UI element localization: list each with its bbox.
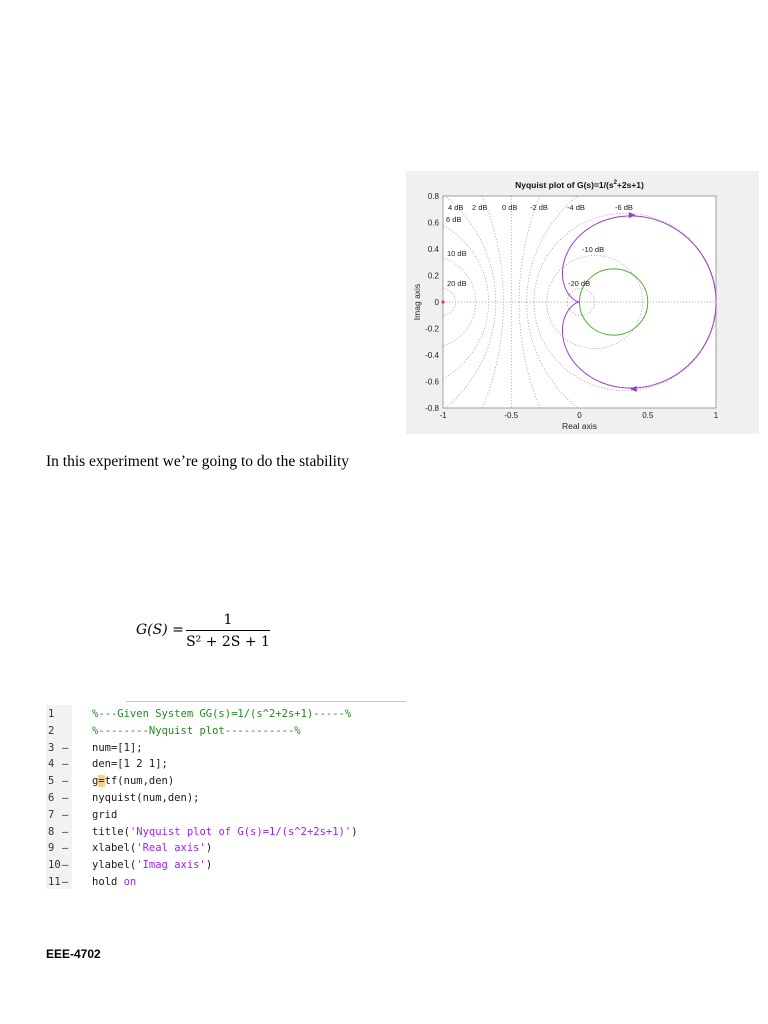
x-tick-label: 0.5 bbox=[642, 411, 654, 420]
title-superscript: 2 bbox=[613, 180, 617, 186]
line-number-text: 8 bbox=[48, 825, 55, 838]
y-tick-label: 0.4 bbox=[427, 245, 439, 254]
code-token: xlabel( bbox=[92, 842, 137, 855]
code-token: ) bbox=[205, 859, 213, 872]
x-tick-label: 1 bbox=[713, 411, 719, 420]
breakpoint-dash: – bbox=[62, 842, 69, 855]
y-tick-label: 0.6 bbox=[427, 218, 439, 228]
db-grid-label: -6 dB bbox=[615, 203, 633, 212]
line-number-text: 11 bbox=[48, 876, 61, 888]
db-grid-label: -10 dB bbox=[582, 245, 605, 254]
code-token: title( bbox=[92, 825, 130, 838]
code-text bbox=[92, 840, 212, 857]
breakpoint-dash: – bbox=[62, 876, 69, 888]
code-token: 'Imag axis' bbox=[136, 859, 206, 872]
y-tick-label: -0.6 bbox=[425, 377, 439, 387]
y-tick-label: -0.8 bbox=[425, 404, 439, 413]
critical-point-marker bbox=[441, 300, 444, 303]
db-grid-label: 6 dB bbox=[446, 215, 462, 224]
breakpoint-dash: – bbox=[62, 758, 69, 771]
code-text bbox=[92, 740, 143, 757]
code-token: ylabel( bbox=[92, 859, 137, 872]
equation-lhs: G(S) = bbox=[136, 622, 184, 638]
breakpoint-dash: – bbox=[62, 775, 69, 788]
code-text bbox=[92, 773, 174, 790]
x-axis-label: Real axis bbox=[562, 421, 597, 431]
breakpoint-dash: – bbox=[62, 825, 69, 838]
line-number-text: 6 bbox=[48, 792, 55, 804]
footer-course-code: EEE-4702 bbox=[46, 947, 101, 961]
equation-fraction bbox=[186, 612, 270, 651]
db-grid-label: -4 dB bbox=[567, 203, 585, 212]
y-tick-label: 0.8 bbox=[427, 192, 439, 201]
code-token: %--------Nyquist plot-----------% bbox=[92, 724, 301, 737]
line-number-text: 7 bbox=[48, 808, 55, 821]
code-token: ) bbox=[351, 825, 358, 838]
line-number-text: 10 bbox=[48, 859, 61, 872]
line-number-text: 9 bbox=[48, 842, 55, 855]
breakpoint-dash: – bbox=[62, 859, 69, 872]
equation-denominator: S² + 2S + 1 bbox=[186, 634, 270, 650]
code-text bbox=[92, 857, 212, 874]
code-token: on bbox=[123, 876, 137, 888]
breakpoint-dash: – bbox=[62, 792, 69, 804]
plot-title bbox=[515, 180, 644, 190]
y-tick-label: 0 bbox=[434, 298, 439, 307]
code-token: tf(num,den) bbox=[104, 775, 175, 788]
db-grid-label: 20 dB bbox=[447, 279, 467, 288]
code-text bbox=[92, 756, 168, 773]
db-grid-label: 4 dB bbox=[448, 203, 464, 212]
y-axis-label: Imag axis bbox=[412, 283, 422, 321]
code-text bbox=[92, 706, 351, 723]
code-text bbox=[92, 824, 358, 841]
editor-top-border bbox=[126, 701, 406, 702]
fraction-bar bbox=[186, 630, 270, 631]
code-text bbox=[92, 790, 199, 807]
db-grid-label: 0 dB bbox=[502, 203, 518, 212]
db-grid-label: 10 dB bbox=[447, 249, 467, 258]
code-token: den=[1 2 1]; bbox=[92, 758, 168, 771]
code-token: = bbox=[98, 775, 105, 788]
code-token: g bbox=[92, 775, 99, 788]
y-tick-label: 0.2 bbox=[427, 271, 439, 281]
code-text bbox=[92, 807, 117, 824]
line-number-text: 3 bbox=[48, 741, 55, 754]
code-token: nyquist(num,den); bbox=[92, 792, 200, 804]
breakpoint-dash: – bbox=[62, 741, 69, 754]
title-part: +2s+1) bbox=[616, 180, 644, 190]
db-grid-label: -20 dB bbox=[568, 279, 591, 288]
code-token: hold bbox=[92, 876, 124, 888]
breakpoint-dash: – bbox=[62, 808, 69, 821]
line-number-text: 2 bbox=[48, 724, 55, 737]
db-grid-label: -2 dB bbox=[530, 203, 548, 212]
title-part: Nyquist plot of G(s)=1/(s bbox=[515, 180, 614, 190]
y-tick-label: -0.2 bbox=[425, 324, 439, 334]
line-number-text: 5 bbox=[48, 775, 55, 788]
equation-numerator: 1 bbox=[223, 612, 233, 628]
nyquist-figure bbox=[406, 171, 759, 434]
x-tick-label: 0 bbox=[577, 411, 582, 420]
code-token: 'Real axis' bbox=[136, 842, 206, 855]
code-token: 'Nyquist plot of G(s)=1/(s^2+2s+1)' bbox=[129, 825, 352, 838]
code-text bbox=[92, 874, 136, 891]
line-number-text: 4 bbox=[48, 758, 55, 771]
code-token: %---Given System GG(s)=1/(s^2+2s+1)-----% bbox=[92, 708, 352, 720]
code-token: ) bbox=[205, 842, 213, 855]
code-token: grid bbox=[92, 808, 118, 821]
db-grid-label: 2 dB bbox=[472, 203, 488, 212]
code-token: num=[1]; bbox=[92, 741, 143, 754]
nyquist-plot bbox=[406, 171, 759, 434]
code-text bbox=[92, 723, 301, 740]
x-tick-label: -1 bbox=[439, 411, 447, 420]
intro-paragraph: In this experiment we’re going to do the stability bbox=[46, 453, 350, 470]
x-tick-label: -0.5 bbox=[504, 411, 519, 420]
y-tick-label: -0.4 bbox=[425, 351, 439, 360]
line-number-text: 1 bbox=[48, 708, 55, 720]
